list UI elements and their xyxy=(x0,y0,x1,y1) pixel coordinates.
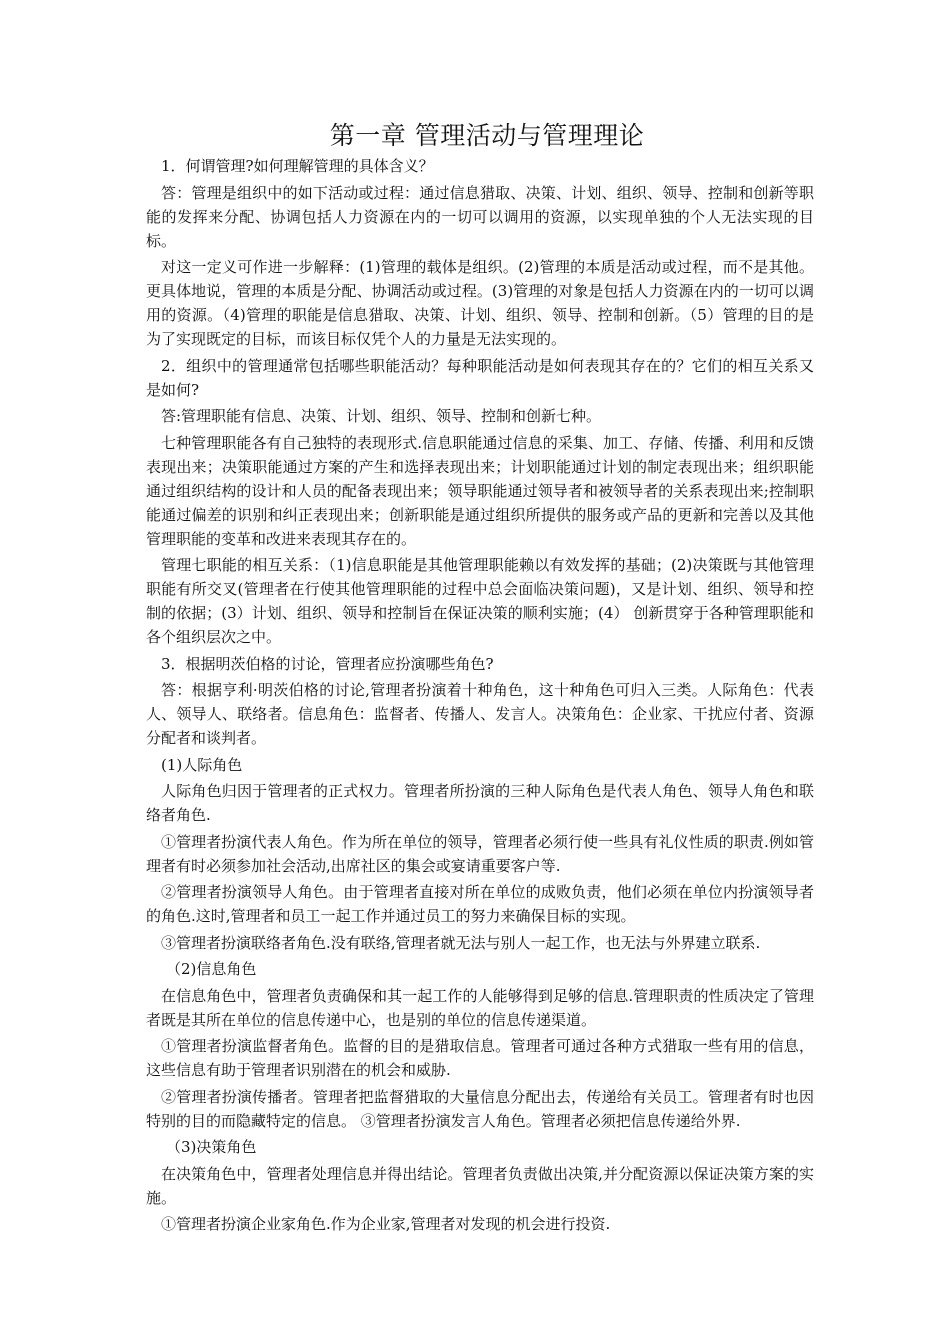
answer-paragraph: 人际角色归因于管理者的正式权力。管理者所扮演的三种人际角色是代表人角色、领导人角色和联络者角色. xyxy=(146,782,814,824)
role-item: ①管理者扮演监督者角色。监督的目的是猎取信息。管理者可通过各种方式猎取一些有用的信息，这些信息有助于管理者识别潜在的机会和威胁. xyxy=(146,1037,814,1079)
answer-paragraph: 在决策角色中，管理者处理信息并得出结论。管理者负责做出决策,并分配资源以保证决策方案的实施。 xyxy=(146,1164,814,1207)
question-2: 2．组织中的管理通常包括哪些职能活动？每种职能活动是如何表现其存在的？它们的相互关系又是如何? xyxy=(146,356,814,399)
question-3: 3．根据明茨伯格的讨论，管理者应扮演哪些角色? xyxy=(161,654,494,673)
role-item: ②管理者扮演传播者。管理者把监督猎取的大量信息分配出去，传递给有关员工。管理者有时也因特别的目的而隐藏特定的信息。 ③管理者扮演发言人角色。管理者必须把信息传递给外界. xyxy=(146,1087,814,1130)
role-item: ①管理者扮演企业家角色.作为企业家,管理者对发现的机会进行投资. xyxy=(161,1215,611,1233)
answer-paragraph: 对这一定义可作进一步解释：(1)管理的载体是组织。(2)管理的本质是活动或过程，而不是其他。更具体地说，管理的本质是分配、协调活动或过程。(3)管理的对象是包括人力资源在内的一切可以调用的资源。（4)管理的职能是信息猎取、决策、计划、组织、领导、控制和创新。（5）管理的目的是为了实现既定的目标，而该目标仅凭个人的力量是无法实现的。 xyxy=(146,258,814,348)
answer-paragraph: 答：根据亨利·明茨伯格的讨论,管理者扮演着十种角色，这十种角色可归入三类。人际角色：代表人、领导人、联络者。信息角色：监督者、传播人、发言人。决策角色：企业家、干扰应付者、资源分配者和谈判者。 xyxy=(146,681,814,747)
document-page xyxy=(146,118,814,1239)
page-title: 第一章 管理活动与管理理论 xyxy=(329,121,645,150)
section-heading-decision: （3)决策角色 xyxy=(166,1138,257,1156)
section-heading-interpersonal: (1)人际角色 xyxy=(161,755,243,774)
role-item: ①管理者扮演代表人角色。作为所在单位的领导，管理者必须行使一些具有礼仪性质的职责.例如管理者有时必须参加社会活动,出席社区的集会或宴请重要客户等. xyxy=(146,832,814,875)
role-item: ③管理者扮演联络者角色.没有联络,管理者就无法与别人一起工作，也无法与外界建立联系. xyxy=(161,933,761,952)
answer-paragraph: 答:管理职能有信息、决策、计划、组织、领导、控制和创新七种。 xyxy=(161,407,602,425)
answer-paragraph: 管理七职能的相互关系：（1)信息职能是其他管理职能赖以有效发挥的基础；(2)决策既与其他管理职能有所交叉(管理者在行使其他管理职能的过程中总会面临决策问题)，又是计划、组织、领导和控制的依据；(3）计划、组织、领导和控制旨在保证决策的顺利实施；(4） 创新贯穿于各种管理职能和各个组织层次之中。 xyxy=(146,556,814,646)
role-item: ②管理者扮演领导人角色。由于管理者直接对所在单位的成败负责，他们必须在单位内扮演领导者的角色.这时,管理者和员工一起工作并通过员工的努力来确保目标的实现。 xyxy=(146,883,814,925)
answer-paragraph: 答：管理是组织中的如下活动或过程：通过信息猎取、决策、计划、组织、领导、控制和创新等职能的发挥来分配、协调包括人力资源在内的一切可以调用的资源，以实现单独的个人无法实现的目标。 xyxy=(146,183,814,250)
section-heading-information: （2)信息角色 xyxy=(166,960,257,978)
answer-paragraph: 七种管理职能各有自己独特的表现形式.信息职能通过信息的采集、加工、存储、传播、利用和反馈表现出来；决策职能通过方案的产生和选择表现出来；计划职能通过计划的制定表现出来；组织职能通过组织结构的设计和人员的配备表现出来；领导职能通过领导者和被领导者的关系表现出来;控制职能通过偏差的识别和纠正表现出来；创新职能是通过组织所提供的服务或产品的更新和完善以及其他管理职能的变革和改进来表现其存在的。 xyxy=(146,433,814,548)
answer-paragraph: 在信息角色中，管理者负责确保和其一起工作的人能够得到足够的信息.管理职责的性质决定了管理者既是其所在单位的信息传递中心，也是别的单位的信息传递渠道。 xyxy=(146,986,814,1029)
question-1: 1．何谓管理?如何理解管理的具体含义？ xyxy=(161,157,434,175)
